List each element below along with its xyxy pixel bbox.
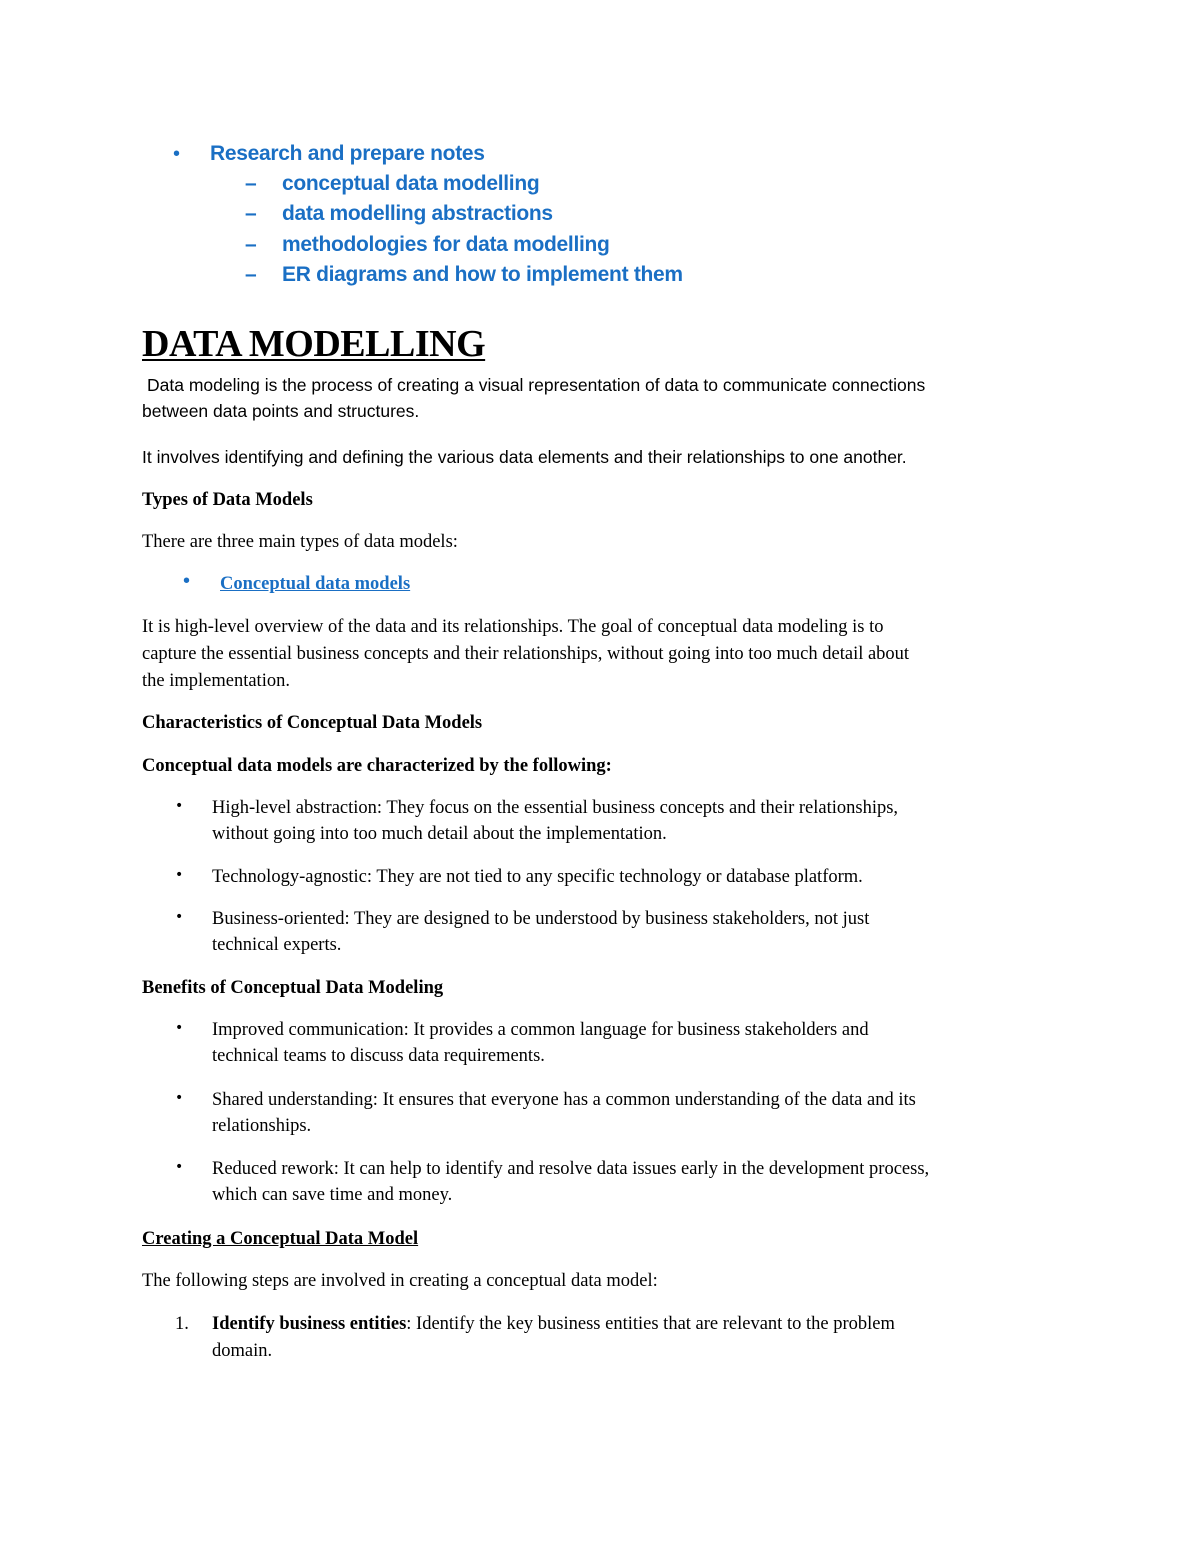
- list-item: without going into too much detail about the implementation.: [212, 824, 667, 844]
- paragraph: the implementation.: [142, 671, 290, 691]
- step-title: Identify business entities: [212, 1314, 407, 1334]
- bullet-icon: •: [175, 798, 184, 814]
- step-number: 1.: [175, 1314, 189, 1334]
- bullet-icon: •: [175, 1020, 184, 1036]
- list-item: Shared understanding: It ensures that everyone has a common understanding of the data and its: [212, 1090, 916, 1110]
- bullet-icon: •: [175, 1090, 184, 1106]
- section-heading: Benefits of Conceptual Data Modeling: [142, 978, 444, 998]
- dash-icon: –: [245, 263, 257, 286]
- paragraph: It is high-level overview of the data and its relationships. The goal of conceptual data modeling is to: [142, 617, 884, 637]
- intro-text: Data modeling is the process of creating a visual representation of data to communicate connections: [147, 375, 926, 395]
- outline-sub-item: conceptual data modelling: [282, 172, 540, 195]
- step-line: [212, 1311, 895, 1338]
- paragraph: The following steps are involved in creating a conceptual data model:: [142, 1271, 658, 1291]
- list-item: relationships.: [212, 1116, 312, 1136]
- page-title: DATA MODELLING: [142, 323, 486, 365]
- bullet-icon: •: [173, 143, 181, 165]
- intro-text: It involves identifying and defining the various data elements and their relationships to one another.: [142, 447, 907, 467]
- list-item: Improved communication: It provides a common language for business stakeholders and: [212, 1020, 869, 1040]
- bullet-icon: •: [183, 570, 191, 592]
- bullet-icon: •: [175, 909, 184, 925]
- step-text: : Identify the key business entities that are relevant to the problem: [406, 1314, 895, 1334]
- list-item: Technology-agnostic: They are not tied to any specific technology or database platform.: [212, 867, 863, 887]
- paragraph: There are three main types of data models:: [142, 532, 458, 552]
- step-text: domain.: [212, 1341, 273, 1361]
- conceptual-data-models-link[interactable]: Conceptual data models: [220, 574, 411, 594]
- dash-icon: –: [245, 202, 257, 225]
- outline-sub-item: ER diagrams and how to implement them: [282, 263, 683, 286]
- section-heading: Conceptual data models are characterized by the following:: [142, 756, 612, 776]
- list-item: which can save time and money.: [212, 1185, 453, 1205]
- outline-main: Research and prepare notes: [210, 142, 485, 165]
- list-item: Reduced rework: It can help to identify and resolve data issues early in the development process,: [212, 1159, 930, 1179]
- bullet-icon: •: [175, 867, 184, 883]
- section-heading: Characteristics of Conceptual Data Models: [142, 713, 483, 733]
- outline-sub-item: data modelling abstractions: [282, 202, 553, 225]
- bullet-icon: •: [175, 1159, 184, 1175]
- section-heading: Types of Data Models: [142, 490, 313, 510]
- outline-sub-item: methodologies for data modelling: [282, 233, 610, 256]
- paragraph: capture the essential business concepts and their relationships, without going into too much detail about: [142, 644, 910, 664]
- list-item: technical teams to discuss data requirements.: [212, 1046, 545, 1066]
- dash-icon: –: [245, 233, 257, 256]
- list-item: technical experts.: [212, 935, 342, 955]
- intro-text: between data points and structures.: [142, 401, 420, 421]
- list-item: Business-oriented: They are designed to be understood by business stakeholders, not just: [212, 909, 870, 929]
- section-heading: Creating a Conceptual Data Model: [142, 1229, 419, 1249]
- list-item: High-level abstraction: They focus on the essential business concepts and their relationships,: [212, 798, 899, 818]
- dash-icon: –: [245, 172, 257, 195]
